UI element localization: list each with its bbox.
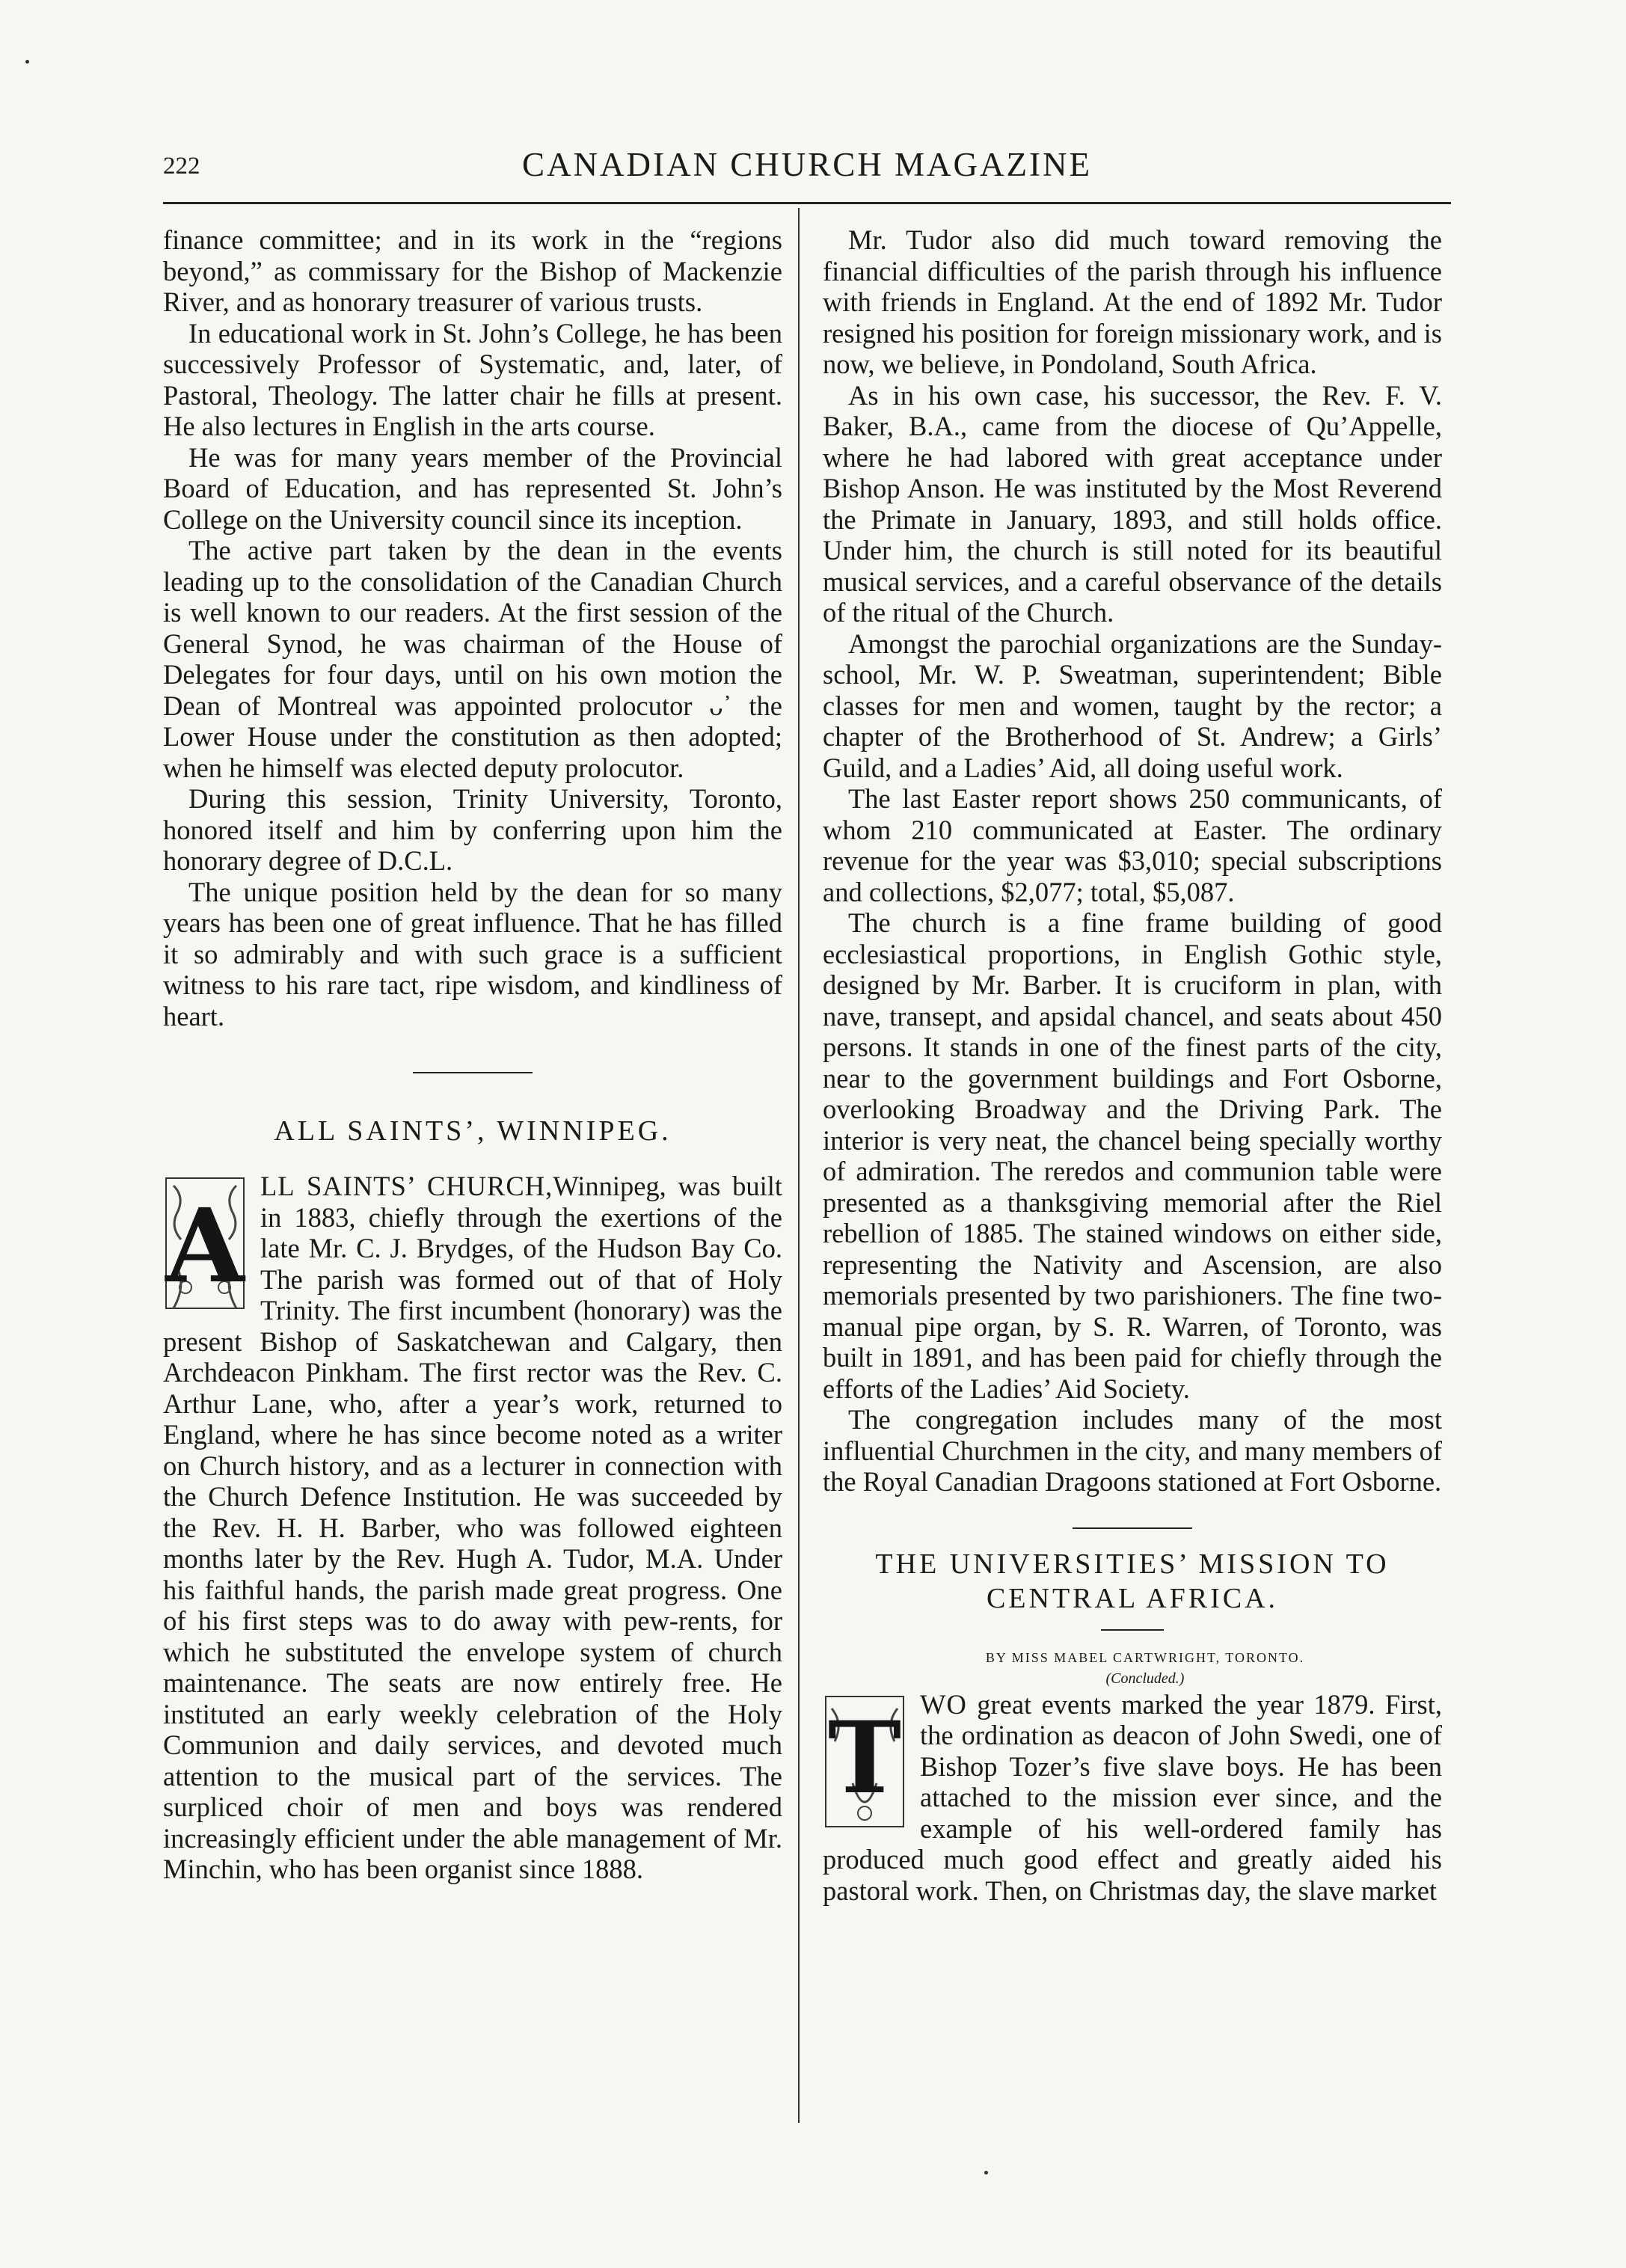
concluded-note: (Concluded.) <box>1105 1670 1185 1687</box>
paragraph: The active part taken by the dean in the events leading up to the consolidation of the Canadian Church is well known to our readers. At the first session of the General Synod, he was chairman of the House of Delegates for four days, until on his own motion the Dean of Montreal was appointed prolocutor ᴗ᾿ the Lower House under the constitution as then adopted; when he himself was elected deputy prolocutor. <box>163 535 782 783</box>
lead-in-text: LL SAINTS’ CHURCH, <box>260 1171 553 1201</box>
paragraph: The congregation includes many of the most influential Churchmen in the city, and many members of the Royal Canadian Dragoons stationed at Fort Osborne. <box>823 1404 1442 1497</box>
byline: BY MISS MABEL CARTWRIGHT, TORONTO. <box>985 1649 1305 1665</box>
section-title-all-saints: ALL SAINTS’, WINNIPEG. <box>274 1115 672 1147</box>
margin-speck <box>984 2171 988 2174</box>
paragraph: The church is a fine frame building of good ecclesiastical proportions, in English Gothic style, designed by Mr. Barber. It is cruciform in plan, with nave, transept, and apsidal chancel, and seats about 450 persons. It stands in one of the finest parts of the city, near to the government buildings and Fort Osborne, overlooking Broadway and the Driving Park. The interior is very neat, the chancel being specially worthy of admiration. The reredos and communion table were presented as a thanksgiving memorial after the Riel rebellion of 1885. The stained windows on either side, representing the Nativity and Ascension, are also memorials presented by two parishioners. The fine two-manual pipe organ, by S. R. Warren, of Toronto, was built in 1891, and has been paid for chiefly through the efforts of the Ladies’ Aid Society. <box>823 907 1442 1404</box>
section-paragraph <box>823 1689 1442 1907</box>
section-paragraph <box>163 1171 782 1885</box>
paragraph-body: Winnipeg, was built in 1883, chiefly through the exertions of the late Mr. C. J. Brydges, of the Hudson Bay Co. The parish was formed out of that of Holy Trinity. The first incumbent (honorary) was the present Bishop of Saskatchewan and Calgary, then Archdeacon Pinkham. The first rector was the Rev. C. Arthur Lane, who, after a year’s work, returned to England, where he has since become noted as a writer on Church history, and as a lecturer in connection with the Church Defence Institution. He was succeeded by the Rev. H. H. Barber, who was followed eighteen months later by the Rev. Hugh A. Tudor, M.A. Under his faithful hands, the parish made great progress. One of his first steps was to do away with pew-rents, for which he substituted the envelope system of church maintenance. The seats are now entirely free. He instituted an early weekly celebration of the Holy Communion and daily services, and devoted much attention to the musical part of the services. The surpliced choir of men and boys was rendered increasingly efficient under the able management of Mr. Minchin, who has been organist since 1888. <box>163 1171 782 1884</box>
byline-divider <box>1101 1629 1164 1631</box>
left-column <box>163 224 782 1885</box>
paragraph: The last Easter report shows 250 communicants, of whom 210 communicated at Easter. The ordinary revenue for the year was $3,010; special subscriptions and collections, $2,077; total, $5,087. <box>823 783 1442 907</box>
section-divider <box>1073 1527 1192 1529</box>
section-divider <box>413 1072 533 1073</box>
paragraph: The unique position held by the dean for so many years has been one of great influence. That he has filled it so admirably and with such grace is a sufficient witness to his rare tact, ripe wisdom, and kindliness of heart. <box>163 876 782 1032</box>
page-number: 222 <box>163 153 200 180</box>
ornamental-initial-t-icon <box>823 1694 906 1830</box>
right-column <box>823 224 1442 1906</box>
page-header <box>163 142 1451 204</box>
paragraph: In educational work in St. John’s College, he has been successively Professor of Systematic, and, later, of Pastoral, Theology. The latter chair he fills at present. He also lectures in English in the arts course. <box>163 317 782 441</box>
paragraph: Amongst the parochial organizations are the Sunday-school, Mr. W. P. Sweatman, superintendent; Bible classes for men and women, taught by the rector; a chapter of the Brotherhood of St. Andrew; a Girls’ Guild, and a Ladies’ Aid, all doing useful work. <box>823 628 1442 783</box>
svg-text:A: A <box>165 1186 245 1306</box>
column-divider <box>798 208 800 2123</box>
svg-text:T: T <box>827 1700 902 1816</box>
paragraph: As in his own case, his successor, the Rev. F. V. ﻿Baker, B.A., came from the diocese of Qu’Appelle, where he had labored with great acceptance under Bishop Anson. He was instituted by the Most Reverend the Primate in January, 1893, and still holds office. Under him, the church is still noted for its beautiful musical services, and a careful observance of the details of the ritual of the Church. <box>823 379 1442 628</box>
lead-in-text: WO <box>920 1688 967 1720</box>
paragraph: finance committee; and in its work in the “regions beyond,” as commissary for the Bishop of Mackenzie River, and as honorary treasurer of various trusts. <box>163 224 782 317</box>
margin-speck <box>25 60 29 64</box>
section-title-universities-mission: THE UNIVERSITIES’ MISSION TO CENTRAL AFRICA. <box>875 1548 1390 1614</box>
paragraph: He was for many years member of the Provincial Board of Education, and has represented St. John’s College on the University council since its inception. <box>163 441 782 535</box>
paragraph: During this session, Trinity University, Toronto, honored itself and him by conferring upon him the honorary degree of D.C.L. <box>163 783 782 876</box>
ornamental-initial-a-icon <box>163 1175 247 1311</box>
paragraph: Mr. Tudor also did much toward removing the financial difficulties of the parish through his influence with friends in England. At the end of 1892 Mr. Tudor resigned his position for foreign missionary work, and is now, we believe, in Pondoland, South Africa. <box>823 224 1442 379</box>
paragraph-body: great events marked the year 1879. First, the ordination as deacon of John Swedi, one of Bishop Tozer’s five slave boys. He has been attached to the mission ever since, and the example of his well-ordered family has produced much good effect and greatly aided his pastoral work. Then, on Christmas day, the slave market <box>823 1688 1442 1906</box>
running-title: CANADIAN CHURCH MAGAZINE <box>522 146 1092 183</box>
